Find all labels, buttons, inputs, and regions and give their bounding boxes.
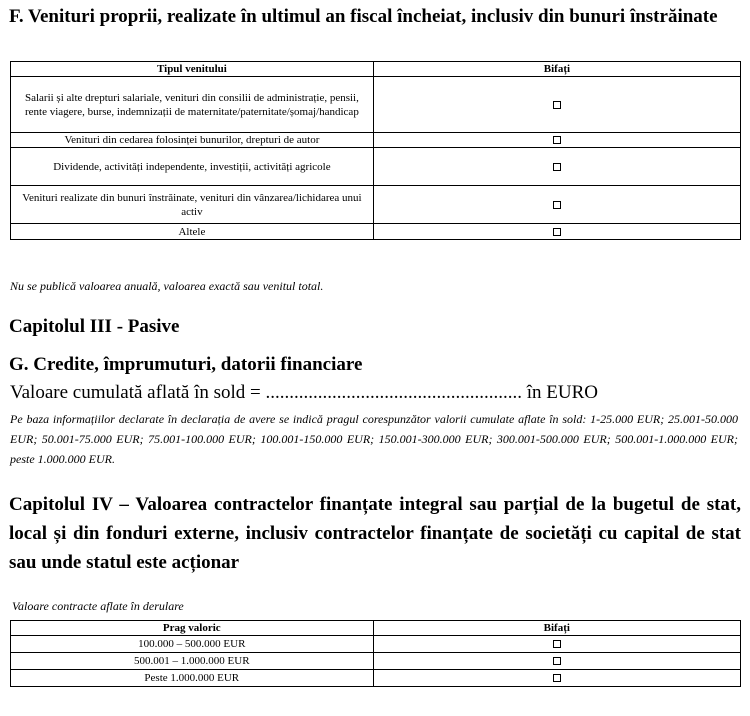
checkbox-cell <box>373 224 740 240</box>
contracts-caption: Valoare contracte aflate în derulare <box>12 599 184 613</box>
column-header-check: Bifați <box>373 62 740 77</box>
cumulative-balance-line: Valoare cumulată aflată în sold = ...................................................... în EURO <box>10 382 599 403</box>
section-g-note: Pe baza informațiilor declarate în declarația de avere se indică pragul corespunzător valorii cumulate aflate în sold: 1-25.000 EUR; 25.001-50.000 EUR; 50.001-75.000 EUR; 75.001-100.000 EUR; 100.001-150.000 EUR; 150.001-300.000 EUR; 300.001-500.000 EUR; 500.001-1.000.000 EUR; peste 1.000.000 EUR. <box>10 412 738 466</box>
table-row <box>11 653 741 670</box>
checkbox[interactable] <box>553 640 561 648</box>
table-row <box>11 224 741 240</box>
checkbox[interactable] <box>553 136 561 144</box>
threshold-label: 100.000 – 500.000 EUR <box>11 636 374 653</box>
income-type-label: Venituri realizate din bunuri înstrăinate, venituri din vânzarea/lichidarea unui activ <box>11 186 374 224</box>
threshold-label: Peste 1.000.000 EUR <box>11 670 374 687</box>
checkbox-cell <box>373 670 740 687</box>
section-f-title: F. Venituri proprii, realizate în ultimul an fiscal încheiat, inclusiv din bunuri înstrăinate <box>9 6 718 27</box>
checkbox-cell <box>373 186 740 224</box>
section-g-title: G. Credite, împrumuturi, datorii financiare <box>9 354 363 375</box>
column-header-threshold: Prag valoric <box>11 621 374 636</box>
income-type-label: Salarii și alte drepturi salariale, venituri din consilii de administrație, pensii, rente viagere, burse, indemnizații de maternitate/paternitate/șomaj/handicap <box>11 77 374 133</box>
table-row <box>11 77 741 133</box>
column-header-income-type: Tipul venitului <box>11 62 374 77</box>
table-row <box>11 133 741 148</box>
checkbox-cell <box>373 133 740 148</box>
table-row <box>11 636 741 653</box>
checkbox[interactable] <box>553 228 561 236</box>
checkbox-cell <box>373 148 740 186</box>
checkbox-cell <box>373 77 740 133</box>
checkbox-cell <box>373 653 740 670</box>
table-row <box>11 186 741 224</box>
contract-value-table <box>10 620 741 687</box>
threshold-label: 500.001 – 1.000.000 EUR <box>11 653 374 670</box>
table-row <box>11 148 741 186</box>
income-type-label: Venituri din cedarea folosinței bunurilor, drepturi de autor <box>11 133 374 148</box>
section-f-note: Nu se publică valoarea anuală, valoarea exactă sau venitul total. <box>10 279 324 293</box>
checkbox[interactable] <box>553 674 561 682</box>
income-type-label: Altele <box>11 224 374 240</box>
table-header-row <box>11 62 741 77</box>
table-header-row <box>11 621 741 636</box>
income-type-table <box>10 61 741 240</box>
table-row <box>11 670 741 687</box>
checkbox[interactable] <box>553 163 561 171</box>
income-type-label: Dividende, activități independente, investiții, activități agricole <box>11 148 374 186</box>
checkbox-cell <box>373 636 740 653</box>
checkbox[interactable] <box>553 657 561 665</box>
column-header-check: Bifați <box>373 621 740 636</box>
checkbox[interactable] <box>553 101 561 109</box>
checkbox[interactable] <box>553 201 561 209</box>
chapter-4-title: Capitolul IV – Valoarea contractelor finanțate integral sau parțial de la bugetul de stat, local și din fonduri externe, inclusiv contractelor finanțate de societăți cu capital de stat sau unde statul este acționar <box>9 494 741 573</box>
chapter-3-title: Capitolul III - Pasive <box>9 316 180 337</box>
